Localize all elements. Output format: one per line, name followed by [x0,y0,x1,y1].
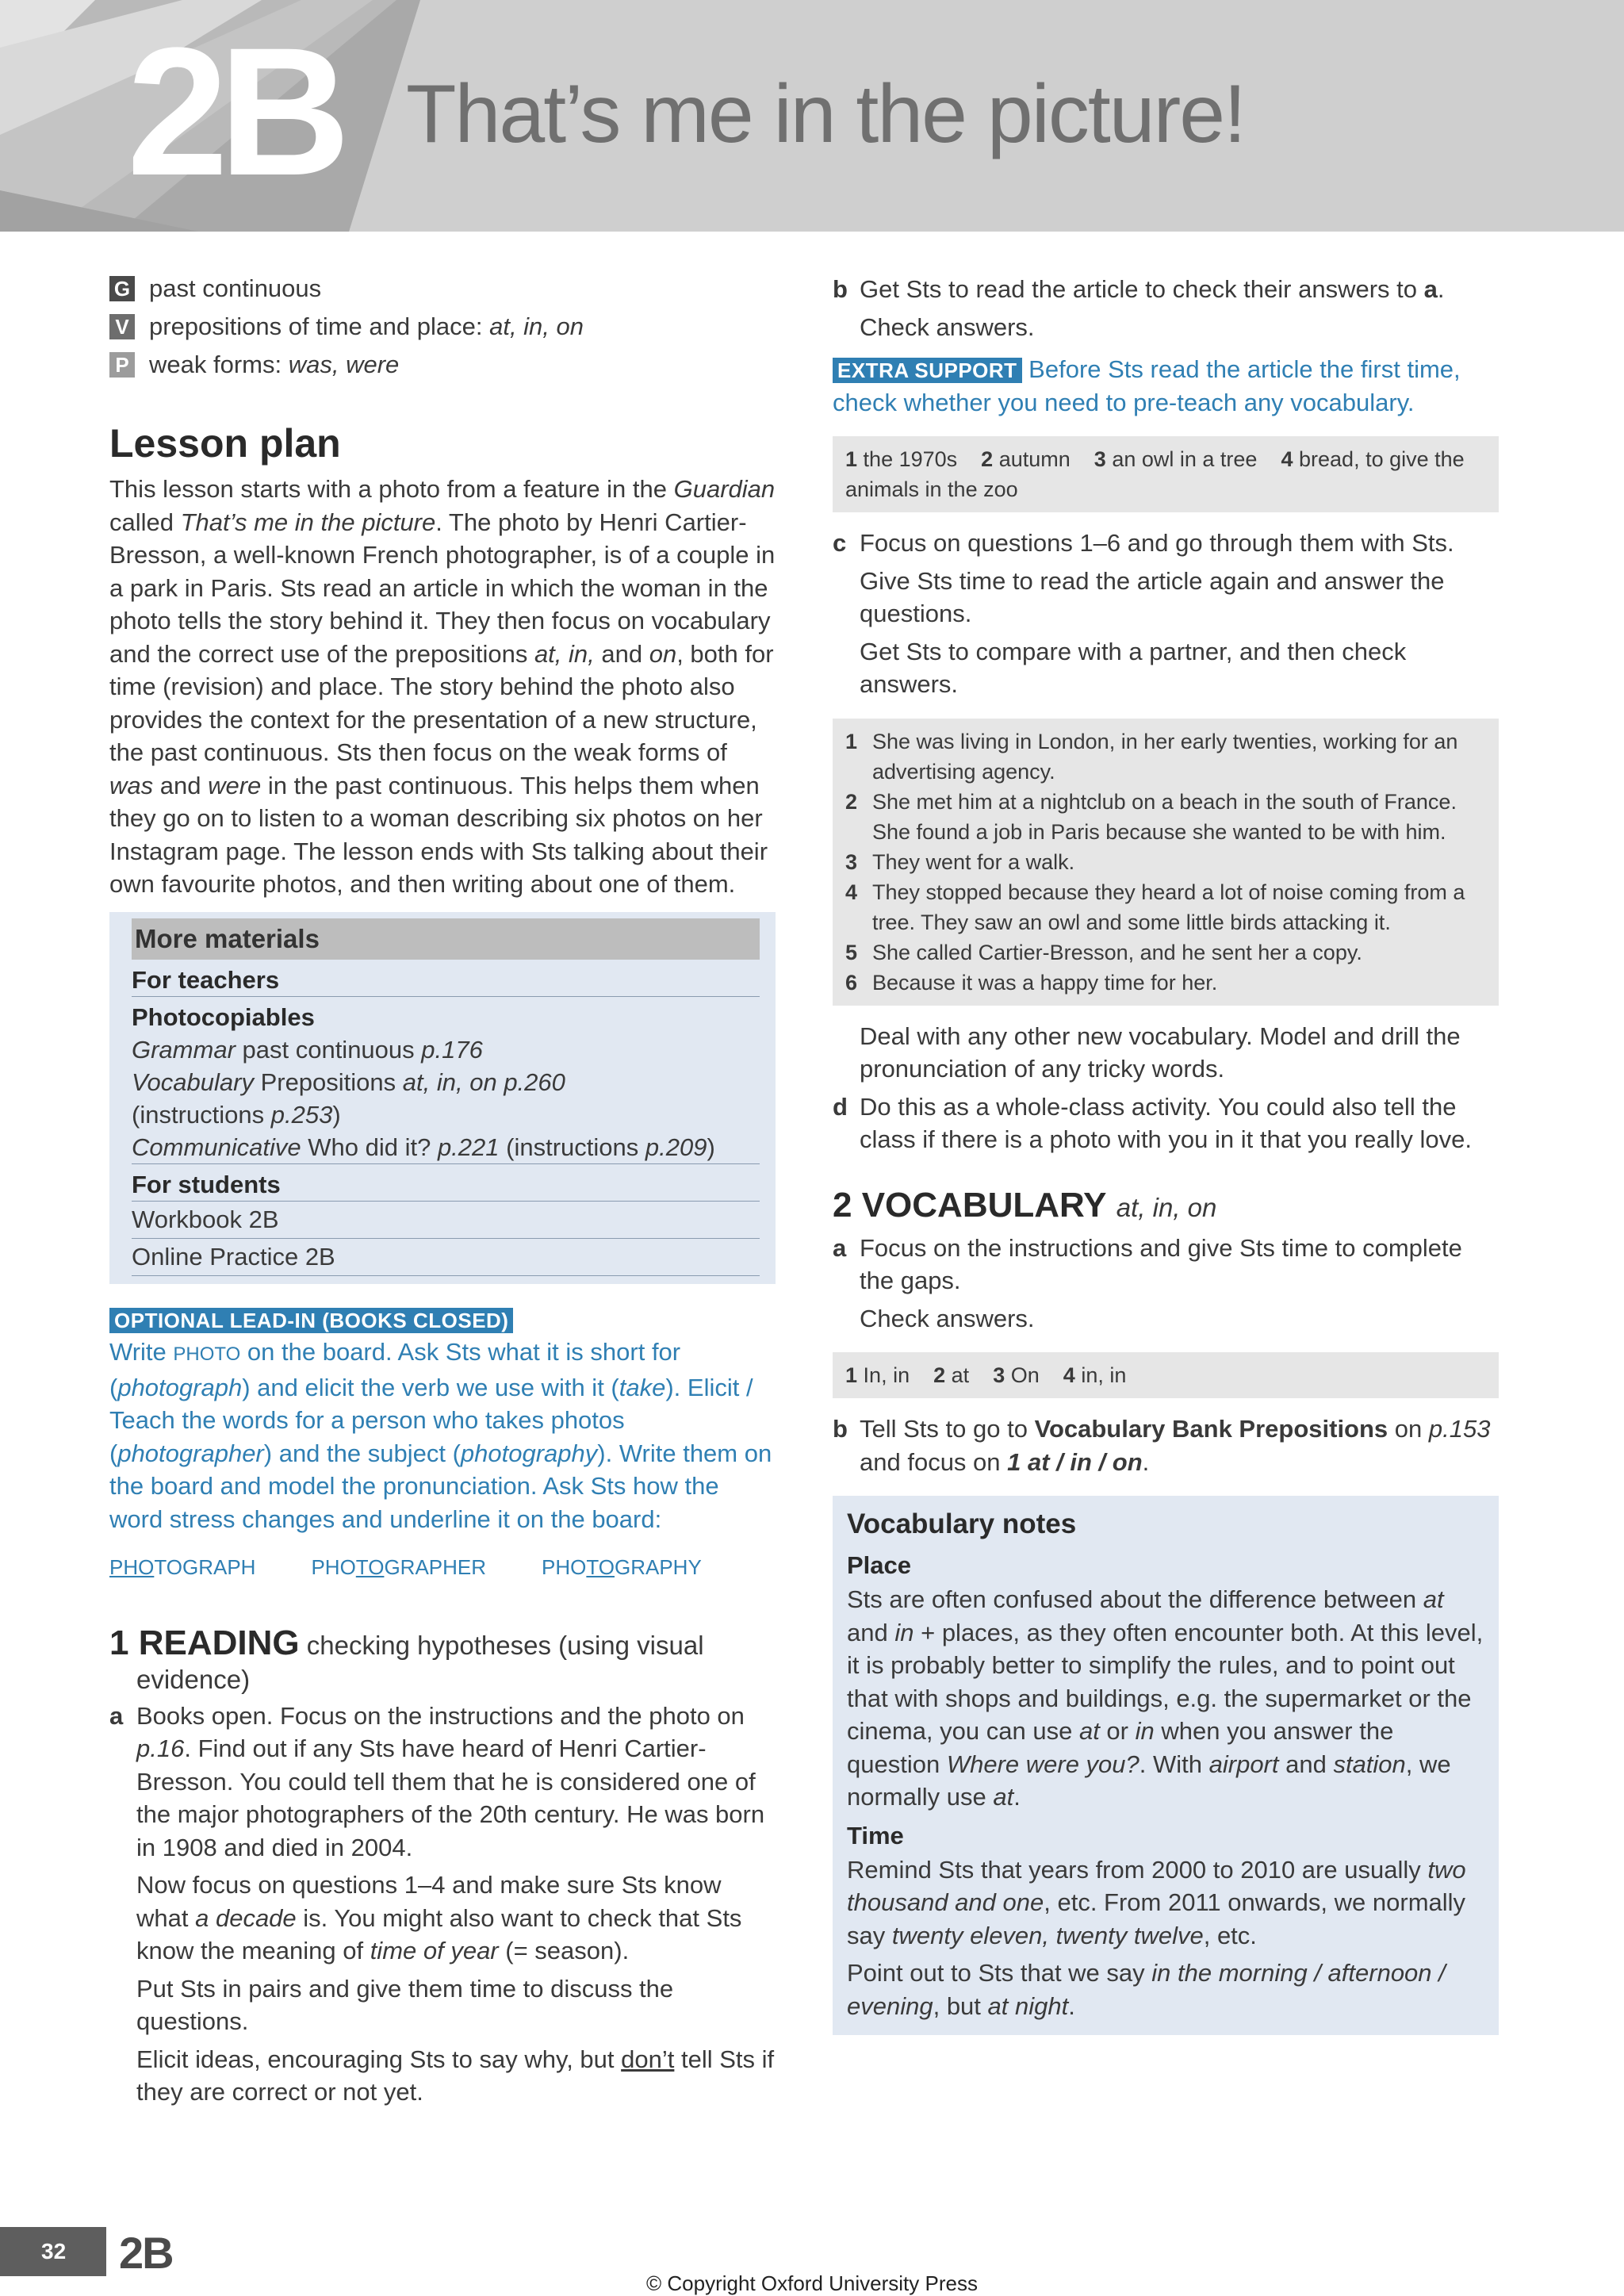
vocabulary-instructions: (instructions p.253) [132,1100,341,1129]
stress-word: PHOTOGRAPHY [542,1555,702,1579]
copyright-notice: © Copyright Oxford University Press [646,2271,978,2295]
answers-reading-b: 1 the 1970s 2 autumn 3 an owl in a tree 4 bread, to give the animals in the zoo [833,436,1499,512]
answers-reading-c [833,719,1499,1006]
right-column [833,270,1499,2035]
answer-item: 4 They stopped because they heard a lot of noise coming from a tree. They saw an owl and some little birds attacking it. [845,880,1465,934]
focus-text: past continuous [149,274,322,303]
online-practice-ref: Online Practice 2B [132,1239,760,1276]
stress-word: PHOTOGRAPHER [311,1555,487,1579]
vocabulary-photocopiable: Vocabulary Prepositions at, in, on p.260 [132,1068,565,1096]
reading-heading: 1 READING checking hypotheses (using visual [109,1623,704,1662]
vocabulary-notes-box [833,1496,1499,2035]
answer-item: 3 They went for a walk. [845,849,1075,874]
unit-code: 2B [127,10,342,213]
reading-step-a: a Books open. Focus on the instructions and the photo on p.16. Find out if any Sts have heard of Henri Cartier-Bresson. You could tell them that he is considered one of the major photographers of the 20th century. He was born in 1908 and died in 2004. Now focus on questions 1–4 and make sure Sts know what a decade is. You might also want to check that Sts know the meaning of time of year (= season). Put Sts in pairs and give them time to discuss the questions. Elicit ideas, encouraging Sts to say why, but don’t tell Sts if they are correct or not yet. [109,1701,775,2106]
answer-item: 6 Because it was a happy time for her. [845,970,1218,995]
reading-step-d: d Do this as a whole-class activity. You could also tell the class if there is a photo with you in it that you really love. [833,1092,1472,1153]
lead-in-text: Write PHOTO on the board. Ask Sts what it is short for (photograph) and elicit the verb we use with it (take). Elicit / Teach the words for a person who takes photos (photographer) and the subject (photography). Write them on the board and model the pronunciation. Ask Sts how the word stress changes and underline it on the board: [109,1338,772,1533]
more-materials-box [109,912,776,1284]
reading-c-followup: Deal with any other new vocabulary. Model and drill the pronunciation of any tricky words. [860,1022,1461,1083]
focus-vocabulary [109,308,776,346]
lesson-plan-heading: Lesson plan [109,421,341,466]
photocopiables-heading: Photocopiables [132,1002,315,1031]
focus-text: prepositions of time and place: at, in, on [149,312,584,341]
page-number: 32 [0,2227,106,2276]
place-heading: Place [847,1551,912,1579]
focus-grammar [109,270,776,308]
grammar-badge: G [109,276,135,301]
left-column [109,270,776,2109]
vocabulary-step-a: a Focus on the instructions and give Sts time to complete the gaps. Check answers. [833,1233,1462,1332]
answers-vocabulary-a: 1 In, in 2 at 3 On 4 in, in [833,1352,1499,1398]
place-note: Sts are often confused about the difference between at and in + places, as they often encounter both. At this level, it is probably better to simplify the rules, and to point out that with shops and buildings, e.g. the supermarket or the cinema, you can use at or in when you answer the question Where were you?. With airport and station, we normally use at. [847,1585,1484,1811]
vocabulary-step-b: b Tell Sts to go to Vocabulary Bank Prepositions on p.153 and focus on 1 at / in / on. [833,1415,1491,1476]
time-note-2: Point out to Sts that we say in the morning / afternoon / evening, but at night. [847,1959,1446,2020]
for-students-heading: For students [132,1164,760,1202]
time-heading: Time [847,1821,904,1849]
lesson-plan-text: This lesson starts with a photo from a feature in the Guardian called That’s me in the picture. The photo by Henri Cartier-Bresson, a well-known French photographer, is of a couple in a park in Paris. Sts read an article in which the woman in the photo tells the story behind it. They then focus on vocabulary and the correct use of the prepositions at, in, and on, both for time (revision) and place. The story behind the photo also provides the context for the presentation of a new structure, the past continuous. Sts then focus on the weak forms of was and were in the past continuous. This helps them when they go on to listen to a woman describing six photos on her Instagram page. The lesson ends with Sts talking about their own favourite photos, and then writing about one of them. [109,475,776,898]
answer-item: 1 She was living in London, in her early twenties, working for an advertising agency. [845,729,1458,784]
vocabulary-heading: 2 VOCABULARY at, in, on [833,1185,1217,1225]
vocabulary-notes-heading: Vocabulary notes [847,1508,1077,1539]
reading-step-c: c Focus on questions 1–6 and go through them with Sts. Give Sts time to read the article again and answer the questions. Get Sts to compare with a partner, and then check answers. [833,529,1454,698]
word-stress-examples [109,1551,776,1585]
extra-support-note: EXTRA SUPPORT Before Sts read the article the first time, check whether you need to pre-teach any vocabulary. [833,355,1461,416]
pronunciation-badge: P [109,352,135,378]
vocabulary-badge: V [109,314,135,339]
for-teachers-heading: For teachers [132,960,760,997]
focus-pronunciation [109,346,776,384]
more-materials-heading: More materials [132,918,760,960]
page-header [0,0,1624,238]
reading-subtitle-cont: evidence) [136,1664,251,1694]
lead-in-banner: OPTIONAL LEAD-IN (BOOKS CLOSED) [109,1308,513,1333]
extra-support-banner: EXTRA SUPPORT [833,358,1022,383]
answer-item: 5 She called Cartier-Bresson, and he sent her a copy. [845,940,1362,964]
grammar-photocopiable: Grammar past continuous p.176 [132,1035,483,1064]
communicative-photocopiable: Communicative Who did it? p.221 (instructions p.209) [132,1131,760,1164]
page-title: That’s me in the picture! [406,68,1245,160]
workbook-ref: Workbook 2B [132,1202,760,1239]
reading-step-b: b Get Sts to read the article to check their answers to a. Check answers. [833,275,1445,341]
answer-item: 2 She met him at a nightclub on a beach in the south of France. She found a job in Paris because she wanted to be with him. [845,789,1457,844]
footer-unit: 2B [119,2228,173,2278]
time-note: Remind Sts that years from 2000 to 2010 are usually two thousand and one, etc. From 2011 onwards, we normally say twenty eleven, twenty twelve, etc. [847,1855,1466,1949]
focus-text: weak forms: was, were [149,351,400,379]
stress-word: PHOTOGRAPH [109,1555,256,1579]
